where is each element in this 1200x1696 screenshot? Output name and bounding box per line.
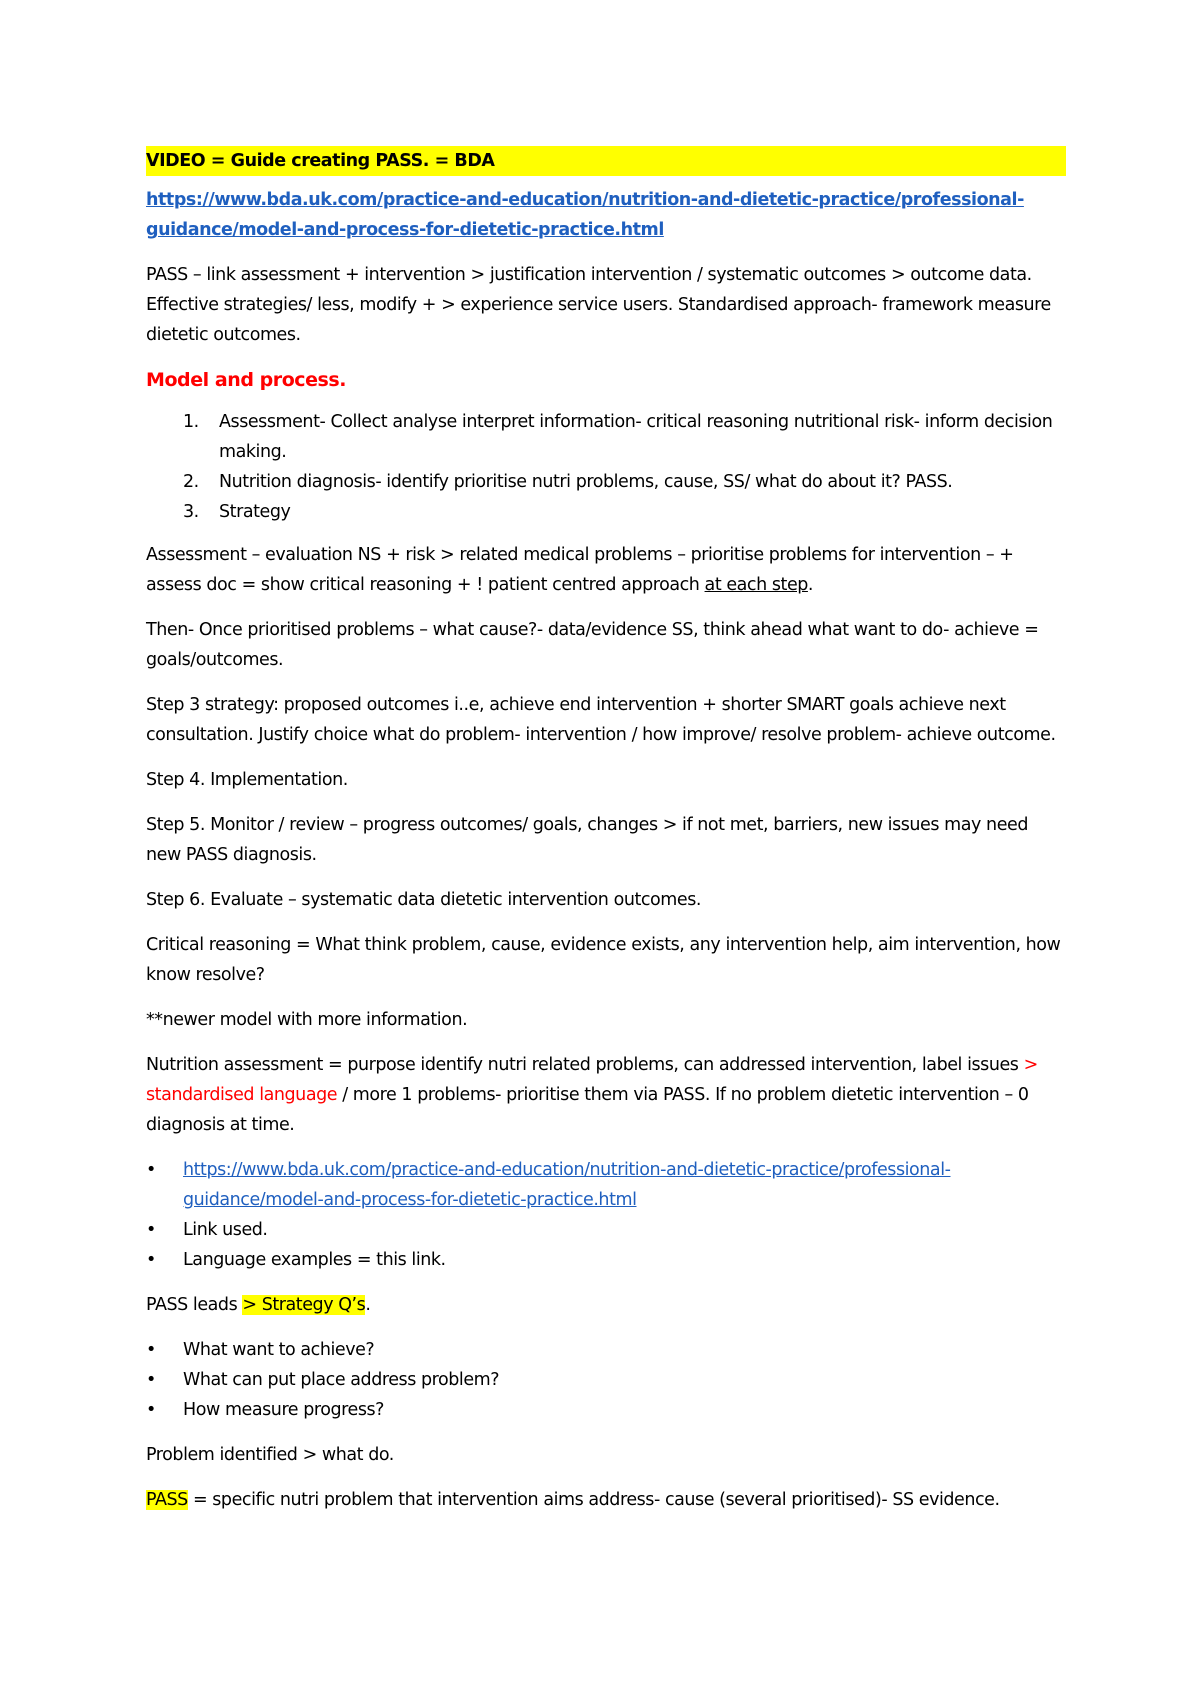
doc-title: VIDEO = Guide creating PASS. = BDA [146,146,1066,176]
list-item-text: How measure progress? [183,1400,385,1420]
list-item-text: Link used. [183,1220,268,1240]
list-item-text: What want to achieve? [183,1340,375,1360]
nutrition-text-2: / more 1 problems- prioritise them via PASS. If no problem dietetic intervention – 0 diagnosis at time. [146,1085,1029,1135]
critical-reasoning-paragraph: Critical reasoning = What think problem, cause, evidence exists, any intervention help, aim intervention, how know resolve? [146,935,1061,985]
list-item-text: What can put place address problem? [183,1370,500,1390]
list-item [146,497,1066,527]
step5-paragraph: Step 5. Monitor / review – progress outcomes/ goals, changes > if not met, barriers, new issues may need new PASS diagnosis. [146,815,1028,865]
list-item [146,1395,1066,1425]
list-item-text: Strategy [219,502,291,522]
pass-highlight: PASS [146,1490,188,1510]
list-number: 2. [183,472,199,492]
step4-paragraph: Step 4. Implementation. [146,770,348,790]
pass-leads-paragraph [146,1290,1066,1320]
bda-url-paragraph [146,185,1066,245]
bullet-icon: • [146,1370,156,1390]
problem-identified-paragraph: Problem identified > what do. [146,1445,394,1465]
pass-definition-text: = specific nutri problem that intervention aims address- cause (several prioritised)- SS evidence. [187,1490,1000,1510]
nutrition-text-1: Nutrition assessment = purpose identify nutri related problems, can addressed intervention, label issues [146,1055,1024,1075]
list-item-text: Language examples = this link. [183,1250,446,1270]
pass-leads-end: . [365,1295,371,1315]
list-item [146,1365,1066,1395]
assessment-text: Assessment – evaluation NS + risk > related medical problems – prioritise problems for intervention – + assess doc = show critical reasoning + ! patient centred approach [146,545,1014,595]
step3-paragraph: Step 3 strategy: proposed outcomes i..e, achieve end intervention + shorter SMART goals achieve next consultation. Justify choice what do problem- intervention / how improve/ resolve problem- achieve outcome. [146,695,1056,745]
model-steps-list [146,407,1066,527]
assessment-paragraph [146,540,1066,600]
list-number: 3. [183,502,199,522]
at-each-step-underline: at each step [704,575,808,595]
bullet-icon: • [146,1160,156,1180]
list-item-text: Nutrition diagnosis- identify prioritise nutri problems, cause, SS/ what do about it? PASS. [219,472,953,492]
bda-link-bullet[interactable]: https://www.bda.uk.com/practice-and-education/nutrition-and-dietetic-practice/professional-guidance/model-and-process-for-dietetic-practice.html [183,1160,951,1210]
list-number: 1. [183,412,199,432]
list-item [146,407,1066,467]
pass-leads-text: PASS leads [146,1295,243,1315]
bullet-icon: • [146,1400,156,1420]
bda-link[interactable]: https://www.bda.uk.com/practice-and-education/nutrition-and-dietetic-practice/professional-guidance/model-and-process-for-dietetic-practice.html [146,190,1024,240]
bullet-icon: • [146,1220,156,1240]
step6-paragraph: Step 6. Evaluate – systematic data dietetic intervention outcomes. [146,890,701,910]
list-item [146,1335,1066,1365]
document-body [146,146,1066,1530]
list-item [146,1215,1066,1245]
list-item-text: Assessment- Collect analyse interpret information- critical reasoning nutritional risk- inform decision making. [219,412,1053,462]
list-item [146,1155,1066,1215]
pass-intro-paragraph: PASS – link assessment + intervention > justification intervention / systematic outcomes > outcome data. Effective strategies/ less, modify + > experience service users. Standardised approach- framework measure dietetic outcomes. [146,265,1051,345]
list-item [146,467,1066,497]
links-bullet-list [146,1155,1066,1275]
bullet-icon: • [146,1250,156,1270]
then-paragraph: Then- Once prioritised problems – what cause?- data/evidence SS, think ahead what want to do- achieve = goals/outcomes. [146,620,1039,670]
nutrition-assessment-paragraph [146,1050,1066,1140]
pass-definition-paragraph [146,1485,1066,1515]
list-item [146,1245,1066,1275]
bullet-icon: • [146,1340,156,1360]
assessment-end: . [807,575,814,595]
newer-model-paragraph: **newer model with more information. [146,1010,468,1030]
standardised-language-red: > standardised language [146,1055,1038,1105]
model-process-heading: Model and process. [146,369,347,391]
strategy-highlight: > Strategy Q’s [242,1295,366,1315]
strategy-questions-list [146,1335,1066,1425]
